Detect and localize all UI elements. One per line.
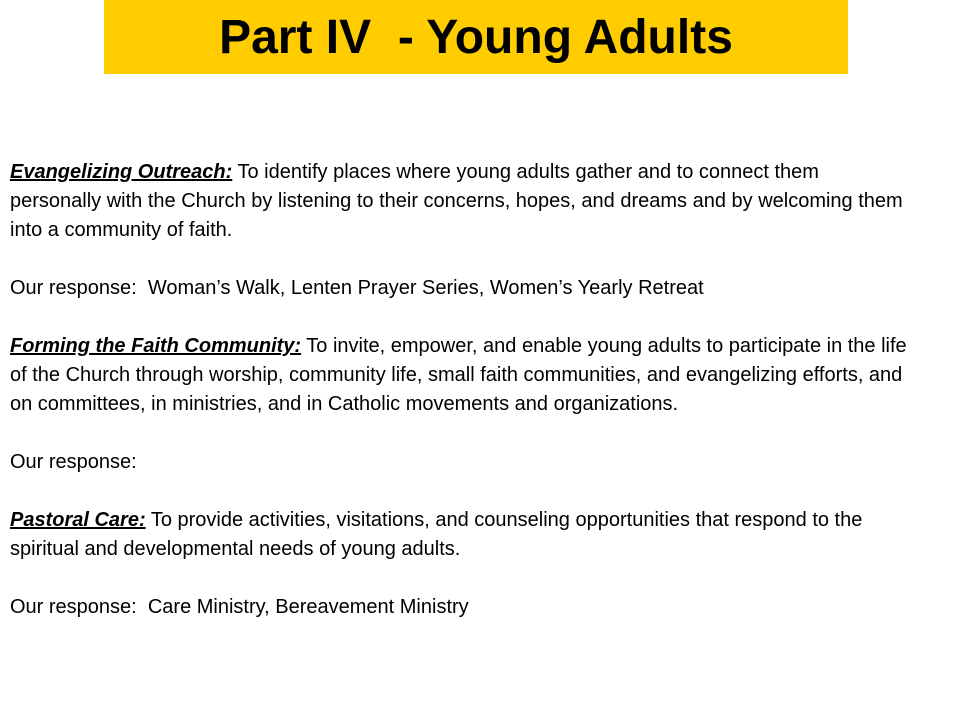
spacer [10, 303, 910, 332]
section-body: To identify places where young adults gather and to connect them personally with the Church by listening to their concerns, hopes, and dreams and by welcoming them into a community of faith. [10, 161, 903, 241]
spacer [10, 477, 910, 506]
spacer [10, 419, 910, 448]
section-heading: Forming the Faith Community: [10, 335, 302, 357]
section-heading: Evangelizing Outreach: [10, 161, 233, 183]
section-heading: Pastoral Care: [10, 509, 146, 531]
section-pastoral-care [10, 506, 910, 564]
spacer [10, 245, 910, 274]
section-evangelizing-outreach [10, 158, 910, 245]
slide-content [10, 158, 910, 622]
section-forming-faith-community [10, 332, 910, 419]
slide-title: Part IV - Young Adults [219, 11, 733, 64]
section-body: To provide activities, visitations, and counseling opportunities that respond to the spiritual and developmental needs of young adults. [10, 509, 863, 560]
spacer [10, 564, 910, 593]
section-body: To invite, empower, and enable young adults to participate in the life of the Church through worship, community life, small faith communities, and evangelizing efforts, and on committees, in ministries, and in Catholic movements and organizations. [10, 335, 907, 415]
response-line: Our response: Care Ministry, Bereavement Ministry [10, 596, 469, 618]
response-line: Our response: Woman’s Walk, Lenten Prayer Series, Women’s Yearly Retreat [10, 277, 704, 299]
title-banner [104, 0, 848, 74]
response-line: Our response: [10, 451, 137, 473]
